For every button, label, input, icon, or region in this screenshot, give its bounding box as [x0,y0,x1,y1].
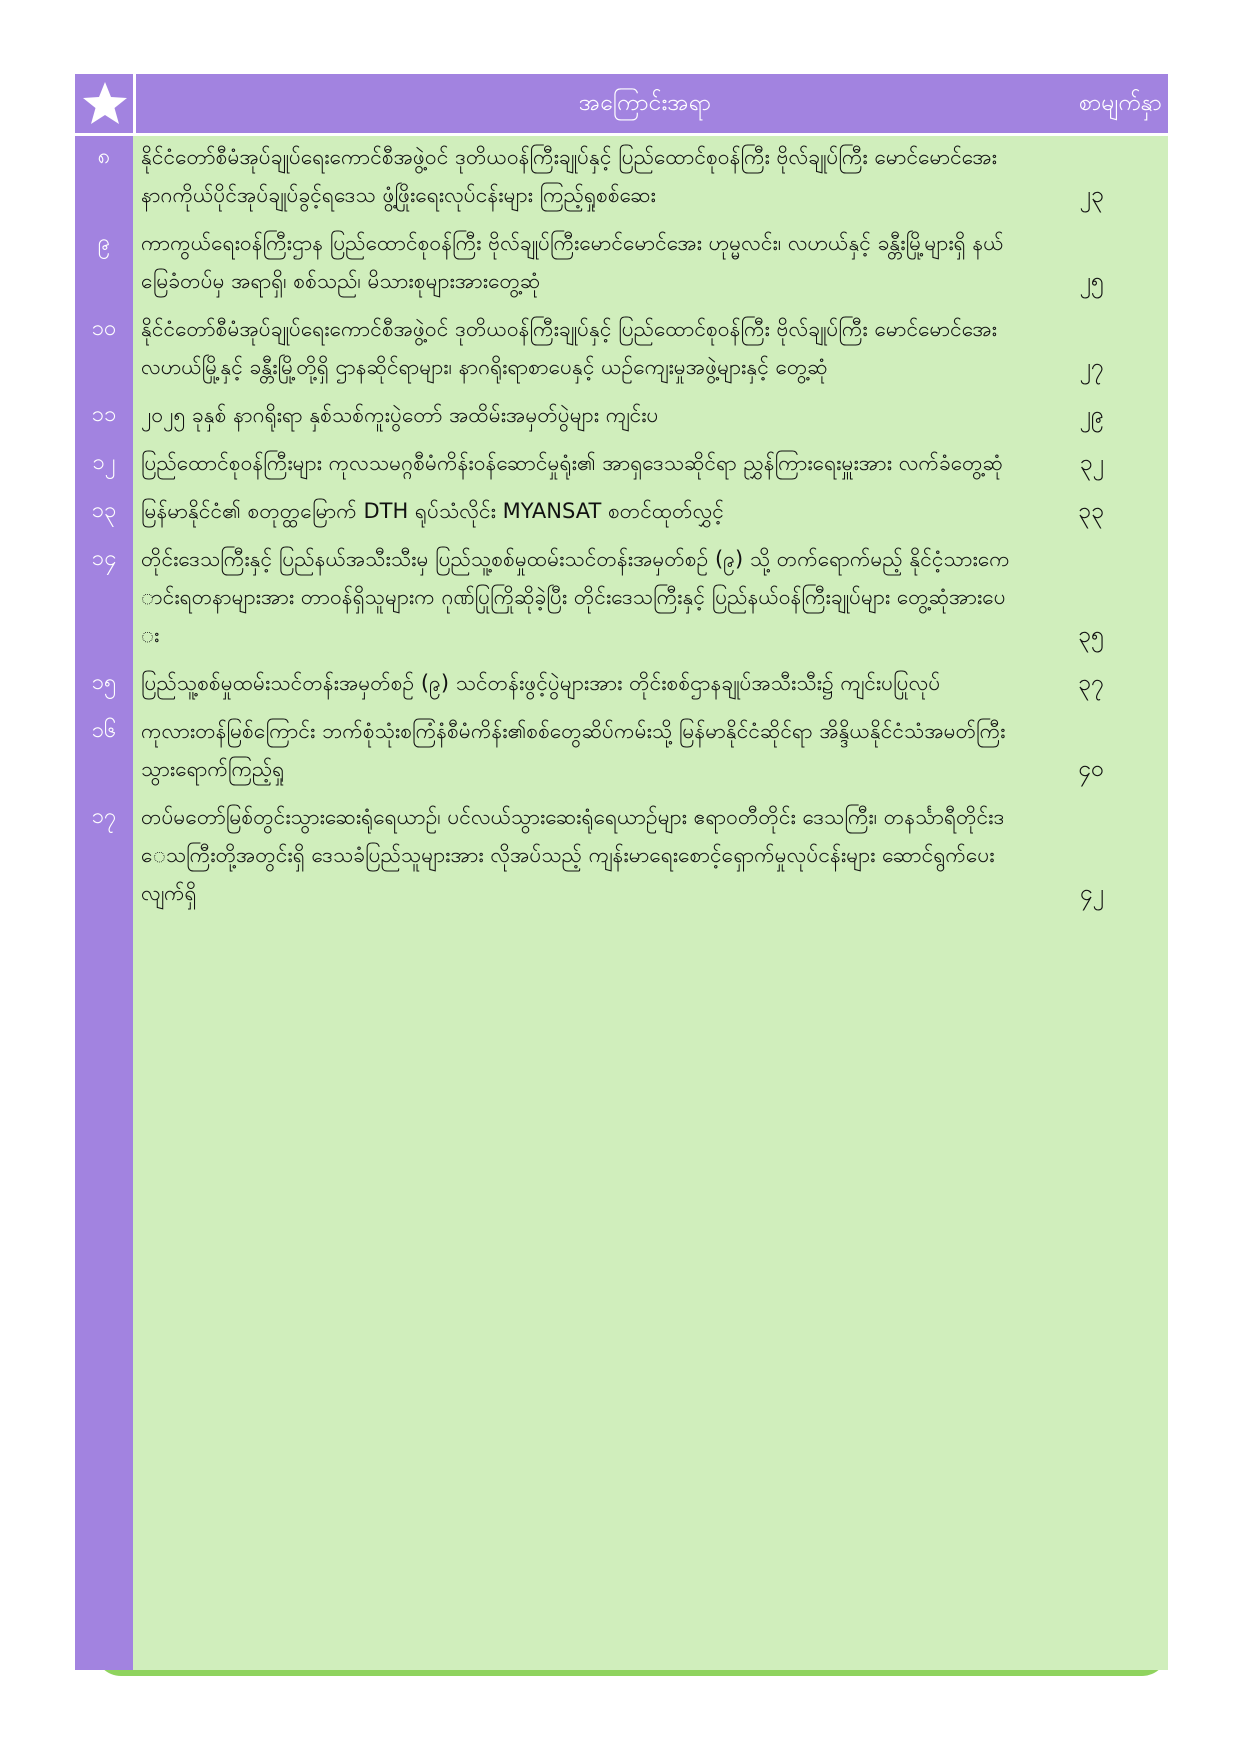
entry-title: နိုင်ငံတော်စီမံအုပ်ချုပ်ရေးကောင်စီအဖွဲ့ဝင် ဒုတိယဝန်ကြီးချုပ်နှင့် ပြည်ထောင်စုဝန်ကြီး ဗိုလ်ချုပ်ကြီး မောင်မောင်အေး နာဂကိုယ်ပိုင်အုပ်ချုပ်ခွင့်ရဒေသ ဖွံ့ဖြိုးရေးလုပ်ငန်းများ ကြည့်ရှုစစ်ဆေး [141,145,997,207]
entry-title: ကုလားတန်မြစ်ကြောင်း ဘက်စုံသုံးစကြံနံစီမံကိန်း၏စစ်တွေဆိပ်ကမ်းသို့ မြန်မာနိုင်ငံဆိုင်ရာ အိန္ဒိယနိုင်ငံသံအမတ်ကြီး သွားရောက်ကြည့်ရှု [141,719,1006,781]
header-page-label: စာမျက်နှာ [1078,90,1162,116]
entry-number: ၁၇ [91,804,117,829]
star-icon [80,78,130,130]
toc-entry [75,490,1168,530]
entry-number: ၁၀ [91,316,117,341]
entry-title: ပြည်ထောင်စုဝန်ကြီးများ ကုလသမဂ္ဂစီမံကိန်းဝန်ဆောင်မှုရုံး၏ အာရှဒေသဆိုင်ရာ ညွှန်ကြားရေးမှူးအား လက်ခံတွေ့ဆုံ [141,451,1003,475]
toc-header [75,74,1168,136]
entry-number: ၁၁ [91,402,117,427]
entry-title: ၂၀၂၅ ခုနှစ် နာဂရိုးရာ နှစ်သစ်ကူးပွဲတော် အထိမ်းအမှတ်ပွဲများ ကျင်းပ [141,403,659,427]
toc-entry [75,662,1168,702]
entry-number: ၁၄ [91,546,117,571]
toc-entries [75,136,1168,920]
entry-page: ၂၅ [1079,268,1104,294]
entry-page: ၂၃ [1079,182,1104,208]
entry-number: ၁၅ [91,670,117,695]
entry-page: ၃၅ [1078,622,1104,648]
toc-entry [75,394,1168,434]
toc-entry [75,442,1168,482]
entry-title: တပ်မတော်မြစ်တွင်းသွားဆေးရုံရေယာဉ်၊ ပင်လယ်သွားဆေးရုံရေယာဉ်များ ဧရာဝတီတိုင်း ဒေသကြီး၊ တနင်္သာရီတိုင်းဒေသကြီးတို့အတွင်းရှိ ဒေသခံပြည်သူများအား လိုအပ်သည့် ကျန်းမာရေးစောင့်ရှောက်မှုလုပ်ငန်းများ ဆောင်ရွက်ပေးလျက်ရှိ [141,805,1005,905]
entry-number: ၁၃ [91,498,117,523]
entry-number: ၉ [97,230,111,255]
toc-panel [75,74,1168,1676]
entry-title: မြန်မာနိုင်ငံ၏ စတုတ္ထမြောက် DTH ရုပ်သံလိုင်း MYANSAT စတင်ထုတ်လွှင့် [141,499,724,523]
entry-number: ၁၂ [92,450,116,475]
toc-entry [75,136,1168,214]
header-divider [133,74,136,136]
entry-page: ၄၂ [1079,880,1104,906]
header-title: အကြောင်းအရာ [578,90,712,116]
entry-page: ၂၉ [1079,402,1104,428]
entry-page: ၃၇ [1078,670,1104,696]
entry-number: ၈ [97,144,111,169]
entry-title: တိုင်းဒေသကြီးနှင့် ပြည်နယ်အသီးသီးမှ ပြည်သူ့စစ်မှုထမ်းသင်တန်းအမှတ်စဉ် (၉) သို့ တက်ရောက်မည့် နိုင်ငံ့သားကောင်းရတနာများအား တာဝန်ရှိသူများက ဂုဏ်ပြုကြိုဆိုခဲ့ပြီး တိုင်းဒေသကြီးနှင့် ပြည်နယ်ဝန်ကြီးချုပ်များ တွေ့ဆုံအားပေး [141,547,1010,647]
entry-number: ၁၆ [91,718,117,743]
toc-entry [75,710,1168,788]
toc-entry [75,796,1168,912]
entry-title: ကာကွယ်ရေးဝန်ကြီးဌာန ပြည်ထောင်စုဝန်ကြီး ဗိုလ်ချုပ်ကြီးမောင်မောင်အေး ဟုမ္မလင်း၊ လဟယ်နှင့် ခန္တီးမြို့များရှိ နယ်မြေခံတပ်မှ အရာရှိ၊ စစ်သည်၊ မိသားစုများအားတွေ့ဆုံ [141,231,1004,293]
entry-page: ၂၇ [1079,354,1104,380]
entry-page: ၃၃ [1078,498,1104,524]
toc-entry [75,222,1168,300]
toc-entry [75,308,1168,386]
entry-title: နိုင်ငံတော်စီမံအုပ်ချုပ်ရေးကောင်စီအဖွဲ့ဝင် ဒုတိယဝန်ကြီးချုပ်နှင့် ပြည်ထောင်စုဝန်ကြီး ဗိုလ်ချုပ်ကြီး မောင်မောင်အေး လဟယ်မြို့နှင့် ခန္တီးမြို့တို့ရှိ ဌာနဆိုင်ရာများ၊ နာဂရိုးရာစာပေနှင့် ယဉ်ကျေးမှုအဖွဲ့များနှင့် တွေ့ဆုံ [141,317,997,379]
entry-page: ၄၀ [1078,756,1104,782]
entry-page: ၃၂ [1079,450,1104,476]
toc-entry [75,538,1168,654]
entry-title: ပြည်သူ့စစ်မှုထမ်းသင်တန်းအမှတ်စဉ် (၉) သင်တန်းဖွင့်ပွဲများအား တိုင်းစစ်ဌာနချုပ်အသီးသီး၌ ကျင်းပပြုလုပ် [141,671,941,695]
